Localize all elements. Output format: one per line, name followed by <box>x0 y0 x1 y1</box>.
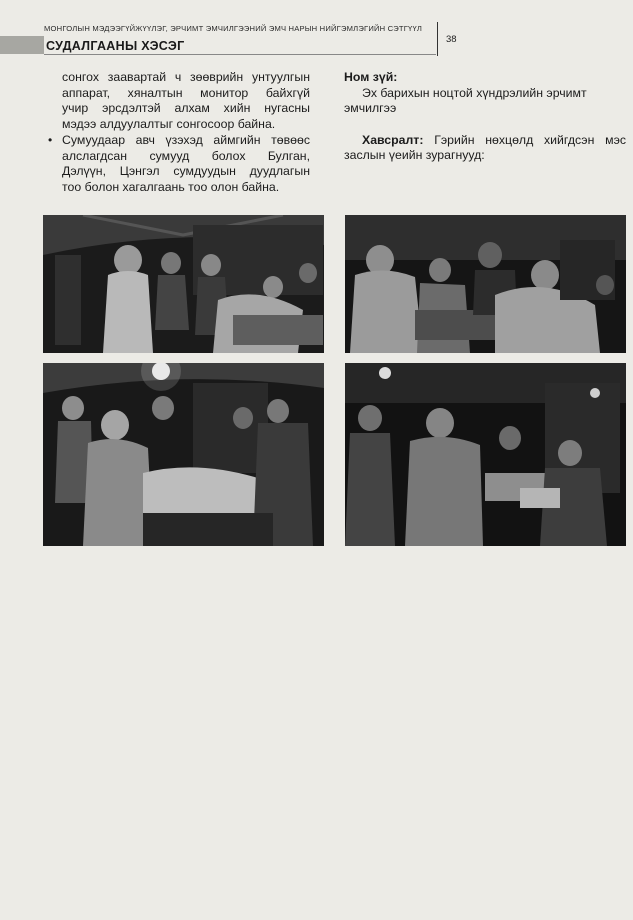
text-line: алслагдсан сумууд болох Булган, <box>62 148 310 163</box>
bullet-text <box>62 133 310 195</box>
text-line: учир эрсдэлтэй алхам хийн нугасны <box>62 101 310 116</box>
header-rule <box>44 54 436 55</box>
left-paragraph <box>62 70 310 132</box>
photo-4 <box>345 363 626 546</box>
photo-3 <box>43 363 324 546</box>
text-line: Дэлүүн, Цэнгэл сумдуудын дуудлагын <box>62 164 310 179</box>
appendix-text: Гэрийн нөхцөлд хийгдсэн мэс заслын үеийн зурагнууд: <box>344 132 626 163</box>
journal-title: МОНГОЛЫН МЭДЭЭГҮЙЖҮҮЛЭГ, ЭРЧИМТ ЭМЧИЛГЭЭНИЙ ЭМЧ НАРЫН НИЙГЭМЛЭГИЙН СЭТГҮҮЛ <box>44 24 423 33</box>
photo-2 <box>345 215 626 353</box>
right-column <box>344 70 626 164</box>
photo-1 <box>43 215 324 353</box>
text-line: Сумуудаар авч үзэхэд аймгийн төвөөс <box>62 133 310 147</box>
reference-entry: Эх барихын ноцтой хүндрэлийн эрчимт эмчилгээ <box>344 85 587 116</box>
text-line: аппарат, хяналтын монитор байхгүй <box>62 85 310 100</box>
header-color-band <box>0 36 44 54</box>
references-heading: Ном зүй: <box>344 70 398 84</box>
text-line: сонгох заавартай ч зөөврийн унтуулгын <box>62 70 310 84</box>
appendix-label: Хавсралт: <box>362 132 424 147</box>
page-number: 38 <box>446 34 457 45</box>
text-line: тоо болон хагалгаань тоо олон байна. <box>62 179 280 194</box>
text-line: мэдээ алдуулалтыг сонгосоор байна. <box>62 116 276 131</box>
header-divider <box>437 22 438 56</box>
bullet-icon: • <box>48 133 53 147</box>
appendix-paragraph <box>344 133 626 164</box>
section-title: СУДАЛГААНЫ ХЭСЭГ <box>46 39 185 53</box>
